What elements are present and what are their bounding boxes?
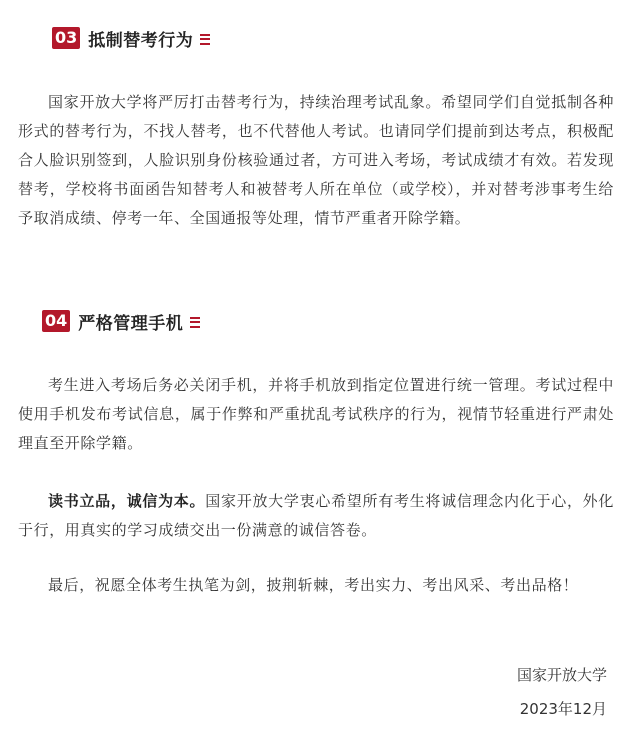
integrity-bold-lead: 读书立品，诚信为本。	[48, 492, 206, 510]
section-heading-03	[52, 25, 210, 51]
paragraph-integrity	[18, 487, 614, 545]
section-number-badge: 04	[42, 310, 70, 332]
signature-date: 2023年12月	[519, 700, 607, 718]
menu-lines-icon	[200, 34, 210, 45]
paragraph-phone-management: 考生进入考场后务必关闭手机，并将手机放到指定位置进行统一管理。考试过程中使用手机发布考试信息，属于作弊和严重扰乱考试秩序的行为，视情节轻重进行严肃处理直至开除学籍。	[18, 376, 614, 452]
section-number-badge: 03	[52, 27, 80, 49]
signature-block	[517, 661, 607, 723]
integrity-text: 国家开放大学衷心希望所有考生将诚信理念内化于心，外化于行，用真实的学习成绩交出一份满意的诚信答卷。	[18, 492, 614, 539]
signature-org: 国家开放大学	[516, 666, 607, 684]
section-heading-04	[42, 308, 200, 334]
menu-lines-icon	[190, 317, 200, 328]
paragraph-wish: 最后，祝愿全体考生执笔为剑，披荆斩棘，考出实力、考出风采、考出品格！	[48, 576, 579, 594]
paragraph-anti-substitution: 国家开放大学将严厉打击替考行为，持续治理考试乱象。希望同学们自觉抵制各种形式的替考行为，不找人替考，也不代替他人考试。也请同学们提前到达考点，积极配合人脸识别签到，人脸识别身份核验通过者，方可进入考场，考试成绩才有效。若发现替考，学校将书面函告知替考人和被替考人所在单位（或学校），并对替考涉事考生给予取消成绩、停考一年、全国通报等处理，情节严重者开除学籍。	[18, 93, 614, 227]
section-title: 严格管理手机	[78, 313, 184, 334]
section-title: 抵制替考行为	[88, 30, 194, 51]
